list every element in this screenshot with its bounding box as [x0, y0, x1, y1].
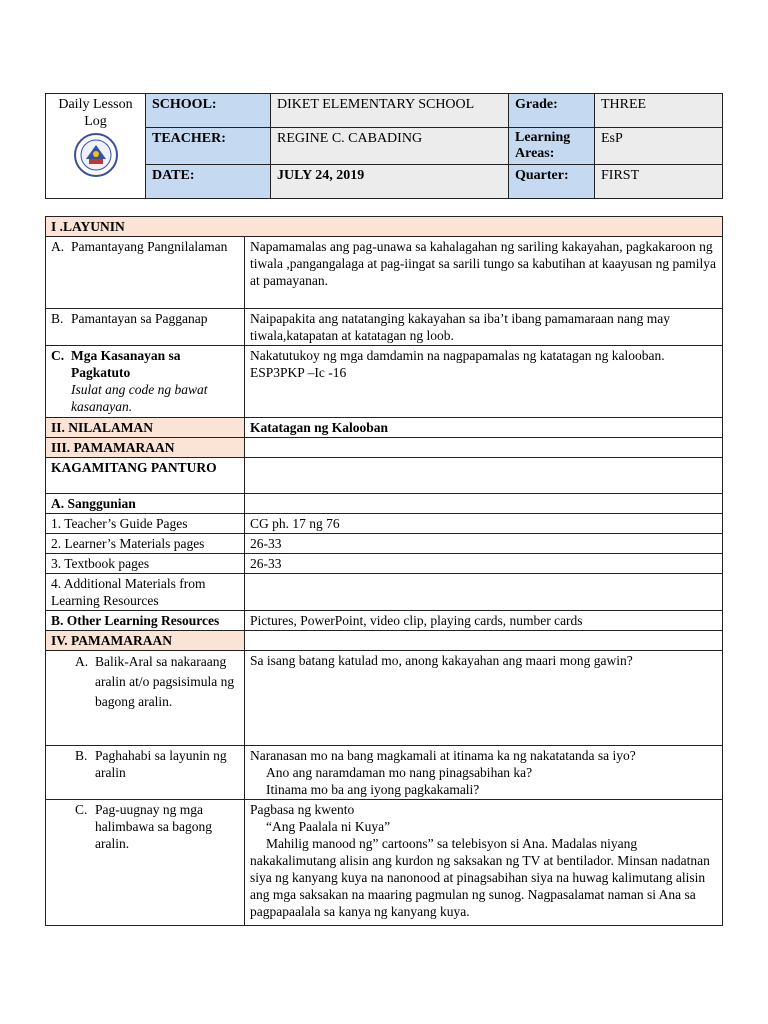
layunin-a-label-cell	[46, 237, 245, 309]
other-resources-value: Pictures, PowerPoint, video clip, playing cards, number cards	[245, 611, 723, 631]
resource-row-label: 4. Additional Materials from Learning Resources	[46, 574, 245, 611]
layunin-c-letter: C.	[51, 348, 65, 363]
pamamaraan-b-value-3: Itinama mo ba ang iyong pagkakamali?	[266, 782, 480, 797]
layunin-a-value: Napamamalas ang pag-unawa sa kahalagahan ng sariling kakayahan, pagkakaroon ng tiwala ,pangangalaga at pag-iingat sa sarili tungo sa kabutihan at kaayusan ng pamilya at pamayanan.	[245, 237, 723, 309]
section-pamamaraan-4-empty	[245, 631, 723, 651]
school-label: SCHOOL:	[146, 94, 271, 128]
resource-row-value	[245, 574, 723, 611]
layunin-c-value-1: Nakatutukoy ng mga damdamin na nagpapamalas ng katatagan ng kalooban.	[250, 348, 665, 363]
quarter-value: FIRST	[595, 165, 723, 199]
date-value: JULY 24, 2019	[271, 165, 509, 199]
resource-row-label: 3. Textbook pages	[46, 554, 245, 574]
grade-label: Grade:	[509, 94, 595, 128]
layunin-c-label: Mga Kasanayan sa Pagkatuto	[71, 348, 181, 380]
teacher-label: TEACHER:	[146, 128, 271, 165]
pamamaraan-c-label-cell	[46, 800, 245, 926]
resource-row-value: CG ph. 17 ng 76	[245, 514, 723, 534]
pamamaraan-b-value-cell	[245, 746, 723, 800]
section-pamamaraan-3: III. PAMAMARAAN	[46, 438, 245, 458]
pamamaraan-b-label: Paghahabi sa layunin ng aralin	[95, 748, 227, 780]
pamamaraan-a-letter: A.	[75, 654, 89, 669]
pamamaraan-c-story: Mahilig manood ng” cartoons” sa telebisyon si Ana. Madalas niyang nakakalimutang alisin ang kurdon ng saksakan ng TV at bentilador. Minsan nadatnan siya ng kanyang kuya na nanonood at pinagsabihan siya na huwag kalimutang alisin ang mga saksakan na maaring pagmulan ng sunog. Nagpasalamat naman si Ana sa pagpapaalala sa kanya ng kanyang kuya.	[250, 836, 710, 919]
learning-areas-label: Learning Areas:	[509, 128, 595, 165]
pamamaraan-a-label-cell	[46, 651, 245, 746]
log-title: Daily Lesson Log	[58, 97, 133, 129]
pamamaraan-b-value-2: Ano ang naramdaman mo nang pinagsabihan ka?	[266, 765, 533, 780]
sanggunian-label: A. Sanggunian	[46, 494, 245, 514]
resource-row-value: 26-33	[245, 554, 723, 574]
sanggunian-empty	[245, 494, 723, 514]
pamamaraan-c-value-1: Pagbasa ng kwento	[250, 802, 355, 817]
resource-row-label: 2. Learner’s Materials pages	[46, 534, 245, 554]
layunin-c-note: Isulat ang code ng bawat kasanayan.	[71, 382, 208, 414]
kagamitan-label: KAGAMITANG PANTURO	[46, 458, 245, 494]
resource-row-value: 26-33	[245, 534, 723, 554]
log-title-cell	[46, 94, 146, 199]
kagamitan-empty	[245, 458, 723, 494]
layunin-b-letter: B.	[51, 311, 64, 326]
header-table	[45, 93, 723, 199]
lesson-table	[45, 216, 723, 926]
section-layunin: I .LAYUNIN	[46, 217, 723, 237]
learning-areas-value: EsP	[595, 128, 723, 165]
layunin-b-label-cell	[46, 309, 245, 346]
layunin-b-label: Pamantayan sa Pagganap	[71, 311, 208, 326]
layunin-c-value-2: ESP3PKP –Ic -16	[250, 365, 347, 380]
nilalaman-label: II. NILALAMAN	[46, 418, 245, 438]
pamamaraan-b-label-cell	[46, 746, 245, 800]
pamamaraan-a-value: Sa isang batang katulad mo, anong kakayahan ang maari mong gawin?	[245, 651, 723, 746]
pamamaraan-b-letter: B.	[75, 748, 88, 763]
quarter-label: Quarter:	[509, 165, 595, 199]
section-pamamaraan-4: IV. PAMAMARAAN	[46, 631, 245, 651]
layunin-c-value-cell	[245, 346, 723, 418]
other-resources-label: B. Other Learning Resources	[46, 611, 245, 631]
grade-value: THREE	[595, 94, 723, 128]
pamamaraan-c-value-2: “Ang Paalala ni Kuya”	[266, 819, 391, 834]
pamamaraan-c-value-cell	[245, 800, 723, 926]
pamamaraan-c-label: Pag-uugnay ng mga halimbawa sa bagong aralin.	[95, 802, 212, 851]
layunin-b-value: Naipapakita ang natatanging kakayahan sa iba’t ibang pamamaraan nang may tiwala,katapatan at katatagan ng loob.	[245, 309, 723, 346]
pamamaraan-b-value-1: Naranasan mo na bang magkamali at itinama ka ng nakatatanda sa iyo?	[250, 748, 636, 763]
date-label: DATE:	[146, 165, 271, 199]
nilalaman-value: Katatagan ng Kalooban	[245, 418, 723, 438]
section-pamamaraan-3-empty	[245, 438, 723, 458]
pamamaraan-a-label: Balik-Aral sa nakaraang aralin at/o pagsisimula ng bagong aralin.	[95, 654, 235, 709]
layunin-a-label: Pamantayang Pangnilalaman	[71, 239, 228, 254]
teacher-value: REGINE C. CABADING	[271, 128, 509, 165]
resource-row-label: 1. Teacher’s Guide Pages	[46, 514, 245, 534]
layunin-c-label-cell	[46, 346, 245, 418]
school-value: DIKET ELEMENTARY SCHOOL	[271, 94, 509, 128]
pamamaraan-c-letter: C.	[75, 802, 88, 817]
layunin-a-letter: A.	[51, 239, 65, 254]
deped-seal-icon	[73, 132, 119, 178]
